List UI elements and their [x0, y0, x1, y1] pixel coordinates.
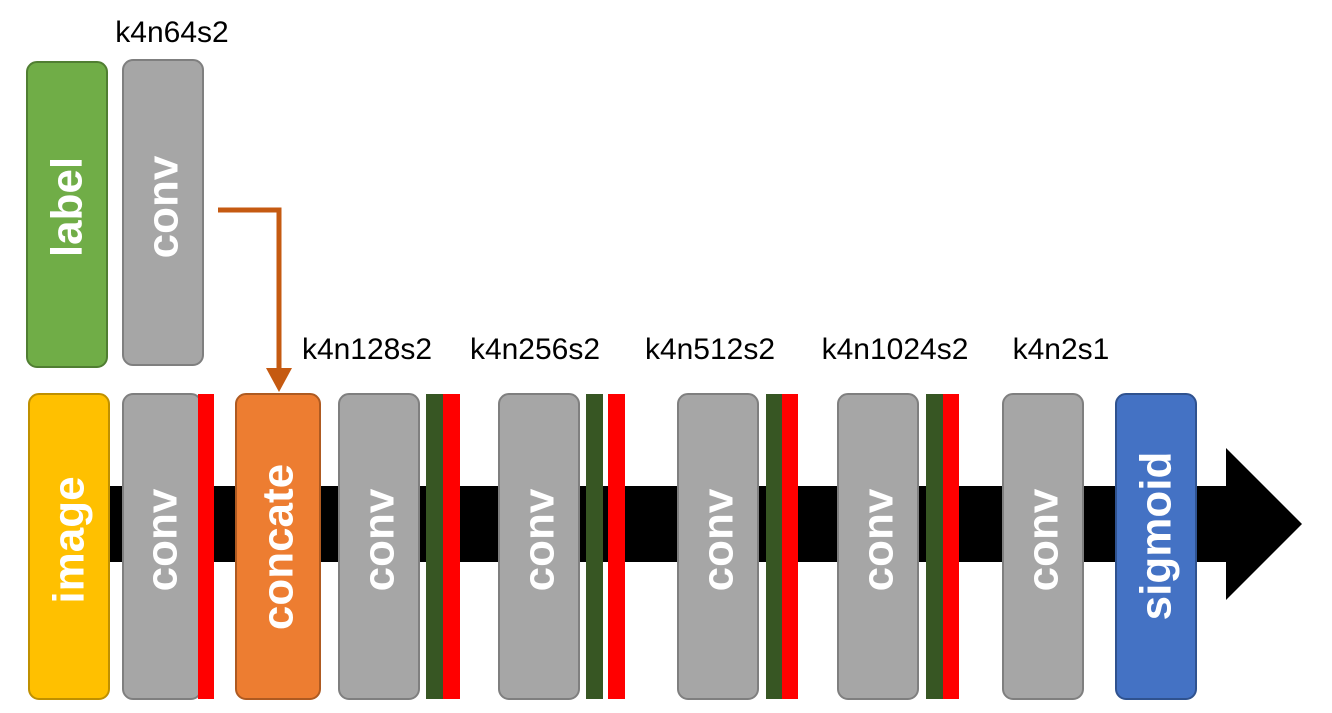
batchnorm-bar [586, 394, 603, 699]
label-input-block [27, 62, 107, 367]
conv-block-3 [678, 394, 758, 699]
conv-block-4-text: conv [853, 488, 903, 592]
conv-block-4-params: k4n1024s2 [821, 333, 969, 366]
image-conv-block [123, 394, 201, 699]
conv-block-1 [339, 394, 419, 699]
conv-block-2-params: k4n256s2 [469, 333, 601, 366]
label-to-concat-arrow [218, 210, 292, 392]
conv-block-1-text: conv [354, 488, 404, 592]
conv-block-1-params: k4n128s2 [301, 333, 433, 366]
conv-block-3-params: k4n512s2 [644, 333, 776, 366]
conv-block-5-params: k4n2s1 [1012, 333, 1110, 366]
activation-bar [943, 394, 959, 699]
conv-block-2-text: conv [514, 488, 564, 592]
image-conv-text: conv [137, 488, 187, 592]
sigmoid-text: sigmoid [1131, 451, 1181, 621]
conv-block-5 [1003, 394, 1083, 699]
conv-block-2 [499, 394, 579, 699]
batchnorm-bar [926, 394, 943, 699]
activation-bar [608, 394, 625, 699]
image-input-text: image [44, 476, 94, 604]
batchnorm-bar [766, 394, 783, 699]
conv-block-4 [838, 394, 918, 699]
activation-bar [443, 394, 460, 699]
label-conv-params: k4n64s2 [115, 16, 229, 49]
conv-block-5-text: conv [1018, 488, 1068, 592]
concat-text: concate [253, 463, 303, 631]
label-conv-text: conv [138, 155, 188, 259]
label-conv-block [123, 60, 203, 365]
activation-bar [198, 394, 214, 699]
sigmoid-block [1116, 394, 1196, 699]
activation-bar [782, 394, 798, 699]
main-arrow-head [1226, 448, 1302, 600]
label-input-text: label [42, 156, 92, 258]
conv-block-3-text: conv [693, 488, 743, 592]
batchnorm-bar [426, 394, 443, 699]
concat-block [236, 394, 320, 699]
image-input-block [29, 394, 109, 699]
